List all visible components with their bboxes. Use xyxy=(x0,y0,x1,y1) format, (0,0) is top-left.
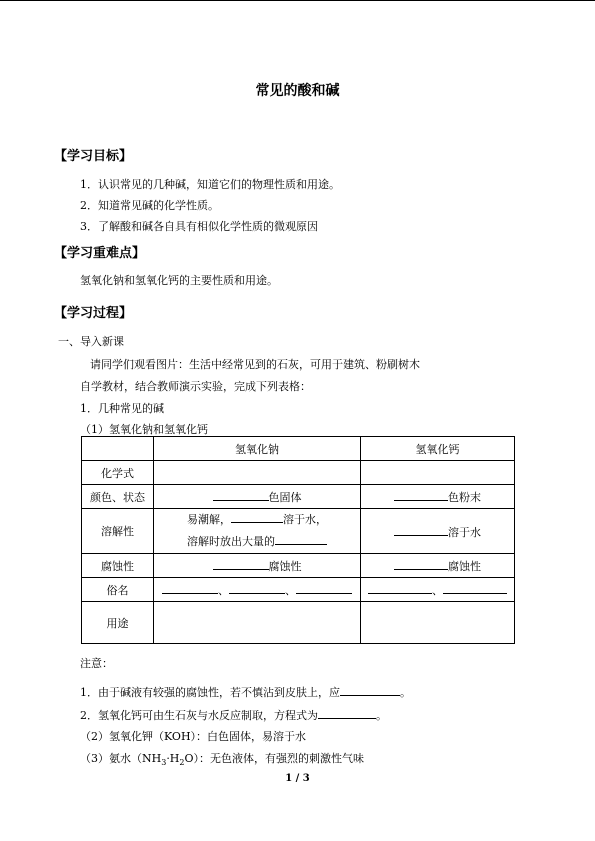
item-1-subheading: （1）氢氧化钠和氢氧化钙 xyxy=(80,423,208,436)
row-label-use: 用途 xyxy=(82,602,154,644)
blank xyxy=(229,581,285,594)
cell-color-caoh xyxy=(361,485,515,509)
table-header-caoh: 氢氧化钙 xyxy=(361,437,515,461)
cell-color-naoh xyxy=(154,485,361,509)
page-number: 1 / 3 xyxy=(285,773,310,784)
note-4: （3）氨水$(NH_3\cdot H_2O)$：无色液体，有强烈的刺激性气味 xyxy=(80,752,365,768)
cell-solubility-naoh xyxy=(154,509,361,554)
table-row-use xyxy=(82,602,515,644)
goal-3: 3．了解酸和碱各自具有相似化学性质的微观原因 xyxy=(80,220,318,233)
sol-caoh-text: 溶于水 xyxy=(448,525,481,539)
blank xyxy=(231,510,283,523)
row-label-common-name: 俗名 xyxy=(82,578,154,602)
row-label-solubility: 溶解性 xyxy=(82,509,154,554)
key-points-heading: 【学习重难点】 xyxy=(54,246,146,261)
blank xyxy=(340,683,400,696)
cell-corrosive-caoh: 腐蚀性 xyxy=(361,554,515,578)
table-row-solubility xyxy=(82,509,515,554)
color-caoh-text: 色粉末 xyxy=(448,491,481,504)
cell-use-caoh xyxy=(361,602,515,644)
header-rule xyxy=(0,0,595,1)
row-label-formula: 化学式 xyxy=(82,461,154,485)
cell-corrosive-naoh: 腐蚀性 xyxy=(154,554,361,578)
cell-name-naoh: 、 、 xyxy=(154,578,361,602)
goals-heading: 【学习目标】 xyxy=(54,149,133,164)
table-row-color xyxy=(82,485,515,509)
key-points-text: 氢氧化钠和氢氧化钙的主要性质和用途。 xyxy=(80,274,278,287)
part-1-heading: 一、导入新课 xyxy=(58,335,124,348)
table-header-empty xyxy=(82,437,154,461)
base-properties-table xyxy=(81,436,515,644)
goal-2: 2．知道常见碱的化学性质。 xyxy=(80,199,219,212)
blank xyxy=(296,581,352,594)
process-heading: 【学习过程】 xyxy=(54,306,133,321)
blank xyxy=(394,557,448,570)
page-title: 常见的酸和碱 xyxy=(255,83,340,99)
color-naoh-text: 色固体 xyxy=(268,491,302,504)
goal-1: 1．认识常见的几种碱，知道它们的物理性质和用途。 xyxy=(80,178,340,191)
row-label-color: 颜色、状态 xyxy=(82,485,154,509)
blank xyxy=(394,523,448,536)
cell-formula-caoh xyxy=(361,461,515,485)
intro-line-2: 自学教材，结合教师演示实验，完成下列表格： xyxy=(80,380,311,393)
table-row-formula xyxy=(82,461,515,485)
blank xyxy=(443,581,507,594)
intro-line-1: 请同学们观看图片：生活中经常见到的石灰，可用于建筑、粉刷树木 xyxy=(90,358,420,371)
sol-naoh-line-1: 易潮解， 溶于水， xyxy=(154,509,360,531)
item-1-heading: 1．几种常见的碱 xyxy=(80,402,164,415)
sol-naoh-line-2: 溶解时放出大量的 xyxy=(154,531,360,553)
cell-name-caoh: 、 xyxy=(361,578,515,602)
cell-use-naoh xyxy=(154,602,361,644)
blank xyxy=(275,532,327,545)
table-row-corrosive xyxy=(82,554,515,578)
table-header-naoh: 氢氧化钠 xyxy=(154,437,361,461)
note-2: 2．氢氧化钙可由生石灰与水反应制取，方程式为 。 xyxy=(80,706,387,723)
blank xyxy=(162,581,218,594)
blank xyxy=(213,557,269,570)
table-header-row xyxy=(82,437,515,461)
blank xyxy=(368,581,432,594)
row-label-corrosive: 腐蚀性 xyxy=(82,554,154,578)
note-3: （2）氢氧化钾（KOH）：白色固体，易溶于水 xyxy=(80,730,307,743)
notes-heading: 注意： xyxy=(80,657,113,670)
blank xyxy=(318,706,376,719)
note-1: 1．由于碱液有较强的腐蚀性，若不慎沾到皮肤上，应 。 xyxy=(80,683,411,700)
blank xyxy=(394,488,448,501)
cell-formula-naoh xyxy=(154,461,361,485)
cell-solubility-caoh xyxy=(361,509,515,554)
blank xyxy=(213,488,269,501)
table-row-common-name xyxy=(82,578,515,602)
